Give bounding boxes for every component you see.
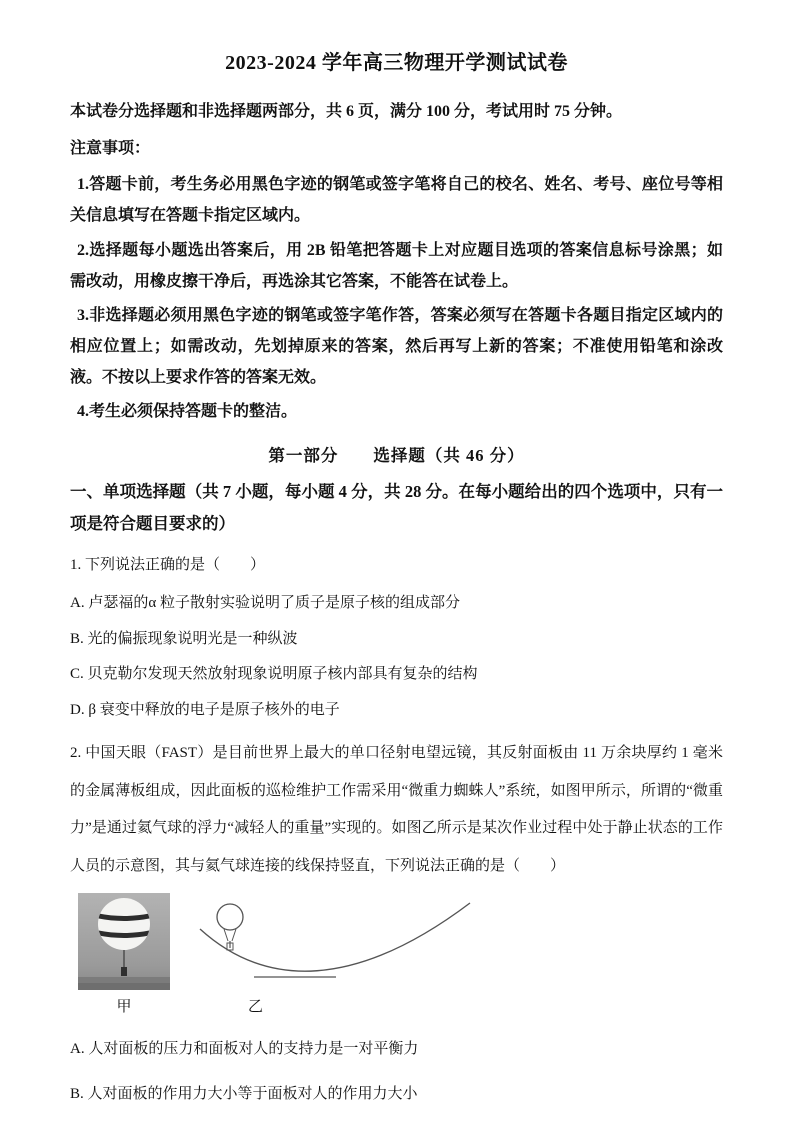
notice-heading: 注意事项： [70,139,151,157]
question-1-option-c: C. 贝克勒尔发现天然放射现象说明原子核内部具有复杂的结构 [70,666,478,683]
balloon-photo-image [78,893,170,990]
question-2-figure [78,893,723,1016]
question-1-stem: 1. 下列说法正确的是（ ） [70,556,266,573]
question-2-option-b: B. 人对面板的作用力大小等于面板对人的作用力大小 [70,1085,418,1102]
notice-item-1: 1.答题卡前，考生务必用黑色字迹的钢笔或签字笔将自己的校名、姓名、考号、座位号等相关信息填写在答题卡指定区域内。 [70,176,723,225]
notice-item-4: 4.考生必须保持答题卡的整洁。 [77,403,298,421]
section-heading: 一、单项选择题（共 7 小题，每小题 4 分，共 28 分。在每小题给出的四个选项中，只有一项是符合题目要求的） [70,482,723,534]
question-1-option-a: A. 卢瑟福的α 粒子散射实验说明了质子是原子核的组成部分 [70,595,460,612]
page-title: 2023-2024 学年高三物理开学测试试卷 [225,52,568,74]
figure-yi-column [196,893,476,1016]
figure-jia-column [78,893,170,1016]
question-1-option-b: B. 光的偏振现象说明光是一种纵波 [70,630,298,647]
exam-intro: 本试卷分选择题和非选择题两部分，共 6 页，满分 100 分，考试用时 75 分钟。 [70,103,623,120]
question-1-option-d: D. β 衰变中释放的电子是原子核外的电子 [70,701,340,718]
reflector-diagram-image [196,893,476,990]
figure-jia-label: 甲 [116,999,132,1016]
question-2-option-a: A. 人对面板的压力和面板对人的支持力是一对平衡力 [70,1041,419,1058]
figure-yi-label: 乙 [248,999,264,1016]
part-heading: 第一部分 选择题（共 46 分） [268,446,525,466]
notice-item-2: 2.选择题每小题选出答案后，用 2B 铅笔把答题卡上对应题目选项的答案信息标号涂黑；如需改动，用橡皮擦干净后，再选涂其它答案，不能答在试卷上。 [70,241,723,290]
notice-item-3: 3.非选择题必须用黑色字迹的钢笔或签字笔作答，答案必须写在答题卡各题目指定区域内的相应位置上；如需改动，先划掉原来的答案，然后再写上新的答案；不准使用铅笔和涂改液。不按以上要求作答的答案无效。 [70,307,723,386]
question-2-stem: 2. 中国天眼（FAST）是目前世界上最大的单口径射电望远镜，其反射面板由 11 万余块厚约 1 毫米的金属薄板组成，因此面板的巡检维护工作需采用“微重力蜘蛛人”系统，如图甲所示，所谓的“微重力”是通过氦气球的浮力“减轻人的重量”实现的。如图乙所示是某次作业过程中处于静止状态的工作人员的示意图，其与氦气球连接的线保持竖直，下列说法正确的是（ ） [70,745,723,874]
